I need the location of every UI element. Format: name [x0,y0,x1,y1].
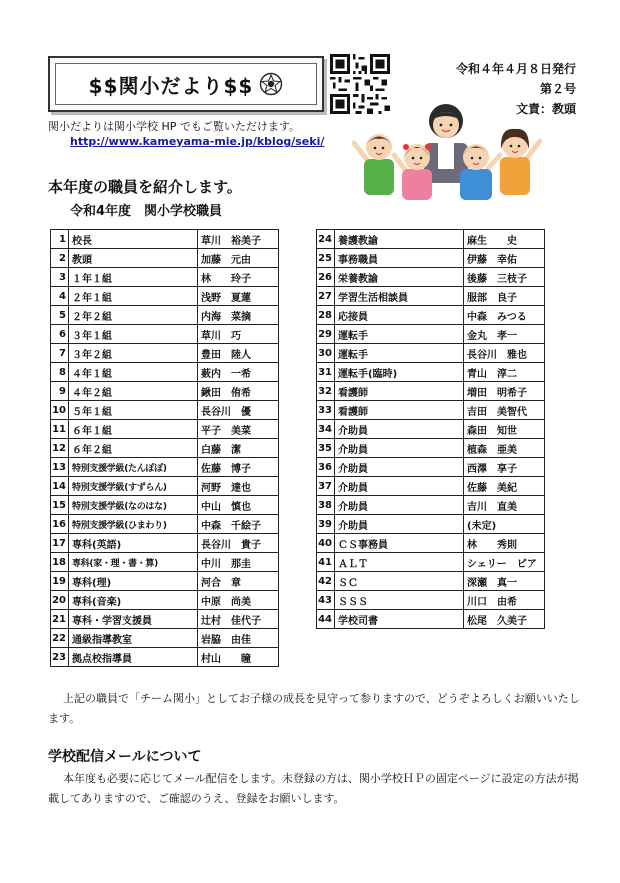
staff-name: 中森 みつる [464,306,545,325]
staff-name: 中山 慎也 [198,496,279,515]
staff-role: 養護教諭 [335,230,464,249]
table-row [317,420,545,439]
staff-role: １年１組 [69,268,198,287]
staff-name: 長谷川 貴子 [198,534,279,553]
staff-name: 青山 淳二 [464,363,545,382]
table-row [51,610,279,629]
table-row [317,496,545,515]
teacher-and-children-illustration [350,95,545,200]
staff-name: 河野 達也 [198,477,279,496]
staff-number: 32 [317,382,335,401]
table-row [51,591,279,610]
staff-name: 林 玲子 [198,268,279,287]
staff-role: 介助員 [335,420,464,439]
staff-name: 浅野 夏蓮 [198,287,279,306]
staff-name: 辻村 佳代子 [198,610,279,629]
staff-number: 36 [317,458,335,477]
staff-name: 加藤 元由 [198,249,279,268]
staff-number: 8 [51,363,69,382]
table-row [317,610,545,629]
table-row [51,629,279,648]
staff-name: 後藤 三枝子 [464,268,545,287]
staff-name: 麻生 史 [464,230,545,249]
staff-number: 41 [317,553,335,572]
staff-name: 平子 美菜 [198,420,279,439]
table-row [317,306,545,325]
staff-number: 38 [317,496,335,515]
staff-number: 13 [51,458,69,477]
staff-number: 11 [51,420,69,439]
staff-role: ４年１組 [69,363,198,382]
staff-role: 介助員 [335,496,464,515]
table-row [51,572,279,591]
table-row [51,363,279,382]
table-row [51,648,279,667]
staff-role: 介助員 [335,458,464,477]
staff-number: 23 [51,648,69,667]
staff-table-left [50,229,279,667]
staff-number: 35 [317,439,335,458]
staff-number: 40 [317,534,335,553]
staff-name: 草川 裕美子 [198,230,279,249]
staff-role: 専科(音楽) [69,591,198,610]
staff-name: 吉田 美智代 [464,401,545,420]
staff-number: 9 [51,382,69,401]
staff-number: 37 [317,477,335,496]
staff-role: ２年２組 [69,306,198,325]
staff-name: 豊田 陸人 [198,344,279,363]
staff-number: 42 [317,572,335,591]
staff-role: 特別支援学級(なのはな) [69,496,198,515]
staff-role: 看護師 [335,382,464,401]
staff-role: 特別支援学級(たんぽぽ) [69,458,198,477]
staff-role: ２年１組 [69,287,198,306]
staff-role: ３年１組 [69,325,198,344]
table-row [51,287,279,306]
table-row [317,363,545,382]
staff-role: ６年１組 [69,420,198,439]
table-row [317,553,545,572]
staff-role: ３年２組 [69,344,198,363]
staff-role: ＡＬＴ [335,553,464,572]
staff-table-title: 令和4年度 関小学校職員 [70,204,223,219]
staff-number: 22 [51,629,69,648]
staff-name: 森田 知世 [464,420,545,439]
table-row [317,591,545,610]
staff-number: 17 [51,534,69,553]
staff-name: 中川 那圭 [198,553,279,572]
school-emblem-icon [259,72,283,96]
table-row [317,382,545,401]
staff-role: 専科・学習支援員 [69,610,198,629]
staff-role: 拠点校指導員 [69,648,198,667]
table-row [317,477,545,496]
table-row [51,382,279,401]
staff-number: 3 [51,268,69,287]
staff-number: 18 [51,553,69,572]
staff-name: 増田 明希子 [464,382,545,401]
staff-name: 服部 良子 [464,287,545,306]
staff-role: ５年１組 [69,401,198,420]
staff-name: 佐藤 博子 [198,458,279,477]
hp-url-link[interactable]: http://www.kameyama-mie.jp/kblog/seki/ [70,135,325,148]
staff-name: (未定) [464,515,545,534]
table-row [317,458,545,477]
table-row [51,249,279,268]
staff-role: ＣＳ事務員 [335,534,464,553]
staff-number: 1 [51,230,69,249]
staff-number: 31 [317,363,335,382]
staff-name: 長谷川 雅也 [464,344,545,363]
staff-number: 28 [317,306,335,325]
table-row [51,553,279,572]
staff-name: 河合 章 [198,572,279,591]
staff-number: 21 [51,610,69,629]
staff-number: 44 [317,610,335,629]
hp-note: 関小だよりは関小学校 HP でもご覧いただけます。 [48,120,301,133]
staff-name: 佐藤 美紀 [464,477,545,496]
staff-number: 33 [317,401,335,420]
staff-role: 特別支援学級(すずらん) [69,477,198,496]
staff-name: 吉川 直美 [464,496,545,515]
staff-name: 伊藤 幸佑 [464,249,545,268]
staff-number: 39 [317,515,335,534]
staff-name: 松尾 久美子 [464,610,545,629]
table-row [51,325,279,344]
staff-name: 中森 千絵子 [198,515,279,534]
table-row [317,268,545,287]
staff-number: 24 [317,230,335,249]
staff-role: 運転手(臨時) [335,363,464,382]
table-row [51,458,279,477]
staff-role: ＳＣ [335,572,464,591]
staff-name: 薮内 一希 [198,363,279,382]
staff-number: 26 [317,268,335,287]
table-row [317,572,545,591]
staff-number: 5 [51,306,69,325]
staff-number: 27 [317,287,335,306]
staff-role: 学習生活相談員 [335,287,464,306]
staff-name: 岩脇 由佳 [198,629,279,648]
issue-date: 令和４年４月８日発行 [455,62,576,76]
title-banner-inner [55,63,317,105]
staff-number: 2 [51,249,69,268]
staff-number: 7 [51,344,69,363]
closing-message: 上記の職員で「チーム関小」としてお子様の成長を見守って参りますので、どうぞよろしくお願いいたします。 [48,692,580,725]
staff-number: 14 [51,477,69,496]
table-row [51,496,279,515]
staff-name: 内海 菜摘 [198,306,279,325]
table-row [51,515,279,534]
title-banner [48,56,324,112]
staff-role: 学校司書 [335,610,464,629]
staff-number: 30 [317,344,335,363]
mail-section-body: 本年度も必要に応じてメール配信をします。未登録の方は、関小学校ＨＰの固定ページに設定の方法が掲載してありますので、ご確認のうえ、登録をお願いします。 [48,772,579,805]
staff-role: 運転手 [335,344,464,363]
staff-name: 金丸 孝一 [464,325,545,344]
issue-number: 第２号 [539,82,576,96]
staff-number: 6 [51,325,69,344]
staff-number: 15 [51,496,69,515]
staff-name: シェリー ピア [464,553,545,572]
staff-number: 20 [51,591,69,610]
staff-name: 村山 瞳 [198,648,279,667]
table-row [317,325,545,344]
staff-number: 25 [317,249,335,268]
staff-role: 校長 [69,230,198,249]
staff-role: 応接員 [335,306,464,325]
staff-role: 介助員 [335,477,464,496]
staff-name: 川口 由希 [464,591,545,610]
table-row [317,534,545,553]
table-row [51,534,279,553]
table-row [317,344,545,363]
table-row [51,477,279,496]
table-row [51,344,279,363]
newsletter-title: $$関小だより$$ [88,73,254,98]
staff-role: 運転手 [335,325,464,344]
table-row [51,420,279,439]
mail-section-heading: 学校配信メールについて [48,749,202,765]
staff-number: 10 [51,401,69,420]
staff-number: 43 [317,591,335,610]
table-row [317,249,545,268]
staff-number: 29 [317,325,335,344]
staff-name: 白藤 潔 [198,439,279,458]
author-credit: 文責：教頭 [515,102,576,116]
staff-role: 通級指導教室 [69,629,198,648]
table-row [317,515,545,534]
table-row [51,306,279,325]
staff-number: 12 [51,439,69,458]
staff-role: 介助員 [335,439,464,458]
table-row [317,287,545,306]
staff-role: 専科(英語) [69,534,198,553]
table-row [51,439,279,458]
table-row [51,268,279,287]
staff-role: 専科(家・理・書・算) [69,553,198,572]
staff-role: 看護師 [335,401,464,420]
staff-number: 16 [51,515,69,534]
staff-name: 林 秀則 [464,534,545,553]
staff-name: 植森 亜美 [464,439,545,458]
staff-role: ６年２組 [69,439,198,458]
table-row [317,230,545,249]
staff-name: 深瀬 真一 [464,572,545,591]
staff-role: 特別支援学級(ひまわり) [69,515,198,534]
table-row [51,230,279,249]
staff-name: 西澤 享子 [464,458,545,477]
table-row [317,439,545,458]
table-row [317,401,545,420]
staff-role: 介助員 [335,515,464,534]
staff-name: 中原 尚美 [198,591,279,610]
staff-role: ＳＳＳ [335,591,464,610]
staff-role: 教頭 [69,249,198,268]
staff-role: 専科(理) [69,572,198,591]
staff-name: 鍬田 侑希 [198,382,279,401]
intro-heading: 本年度の職員を紹介します。 [48,178,242,196]
staff-number: 4 [51,287,69,306]
staff-role: ４年２組 [69,382,198,401]
staff-role: 事務職員 [335,249,464,268]
staff-number: 19 [51,572,69,591]
staff-name: 草川 巧 [198,325,279,344]
staff-name: 長谷川 優 [198,401,279,420]
table-row [51,401,279,420]
staff-role: 栄養教諭 [335,268,464,287]
staff-table-right [316,229,545,629]
staff-number: 34 [317,420,335,439]
